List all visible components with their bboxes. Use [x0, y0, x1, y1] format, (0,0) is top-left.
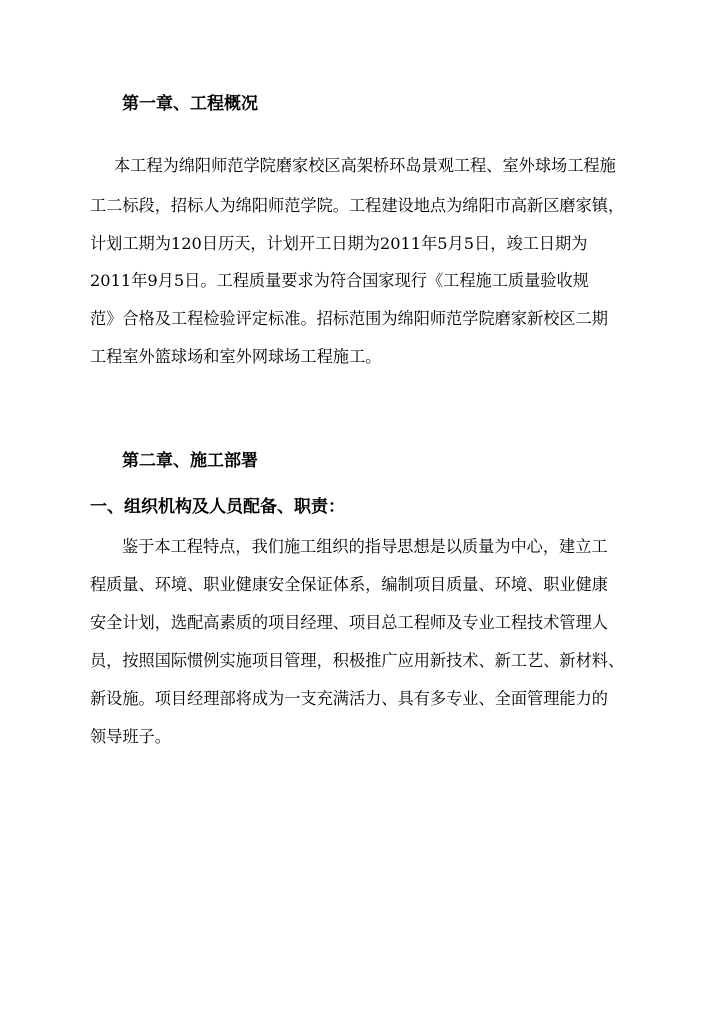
- chapter-2-heading: 第二章、施工部署: [122, 451, 258, 471]
- paragraph-line: 新设施。项目经理部将成为一支充满活力、具有多专业、全面管理能力的: [90, 689, 608, 708]
- paragraph-line: 程质量、环境、职业健康安全保证体系，编制项目质量、环境、职业健康: [90, 575, 608, 594]
- chapter-1-heading: 第一章、工程概况: [122, 94, 258, 114]
- paragraph-line: 计划工期为120日历天，计划开工日期为2011年5月5日，竣工日期为: [90, 234, 588, 253]
- paragraph-line: 2011年9月5日。工程质量要求为符合国家现行《工程施工质量验收规: [90, 271, 589, 290]
- paragraph-line: 领导班子。: [90, 727, 171, 746]
- paragraph-line: 员，按照国际惯例实施项目管理，积极推广应用新技术、新工艺、新材料、: [90, 651, 625, 670]
- paragraph-line: 鉴于本工程特点，我们施工组织的指导思想是以质量为中心，建立工: [122, 537, 608, 556]
- paragraph-line: 工程室外篮球场和室外网球场工程施工。: [90, 347, 382, 366]
- section-1-heading: 一、组织机构及人员配备、职责：: [90, 497, 345, 517]
- paragraph-line: 本工程为绵阳师范学院磨家校区高架桥环岛景观工程、室外球场工程施: [114, 156, 616, 175]
- paragraph-line: 范》合格及工程检验评定标准。招标范围为绵阳师范学院磨家新校区二期: [90, 309, 608, 328]
- paragraph-line: 工二标段，招标人为绵阳师范学院。工程建设地点为绵阳市高新区磨家镇，: [90, 196, 625, 215]
- paragraph-line: 安全计划，选配高素质的项目经理、项目总工程师及专业工程技术管理人: [90, 613, 608, 632]
